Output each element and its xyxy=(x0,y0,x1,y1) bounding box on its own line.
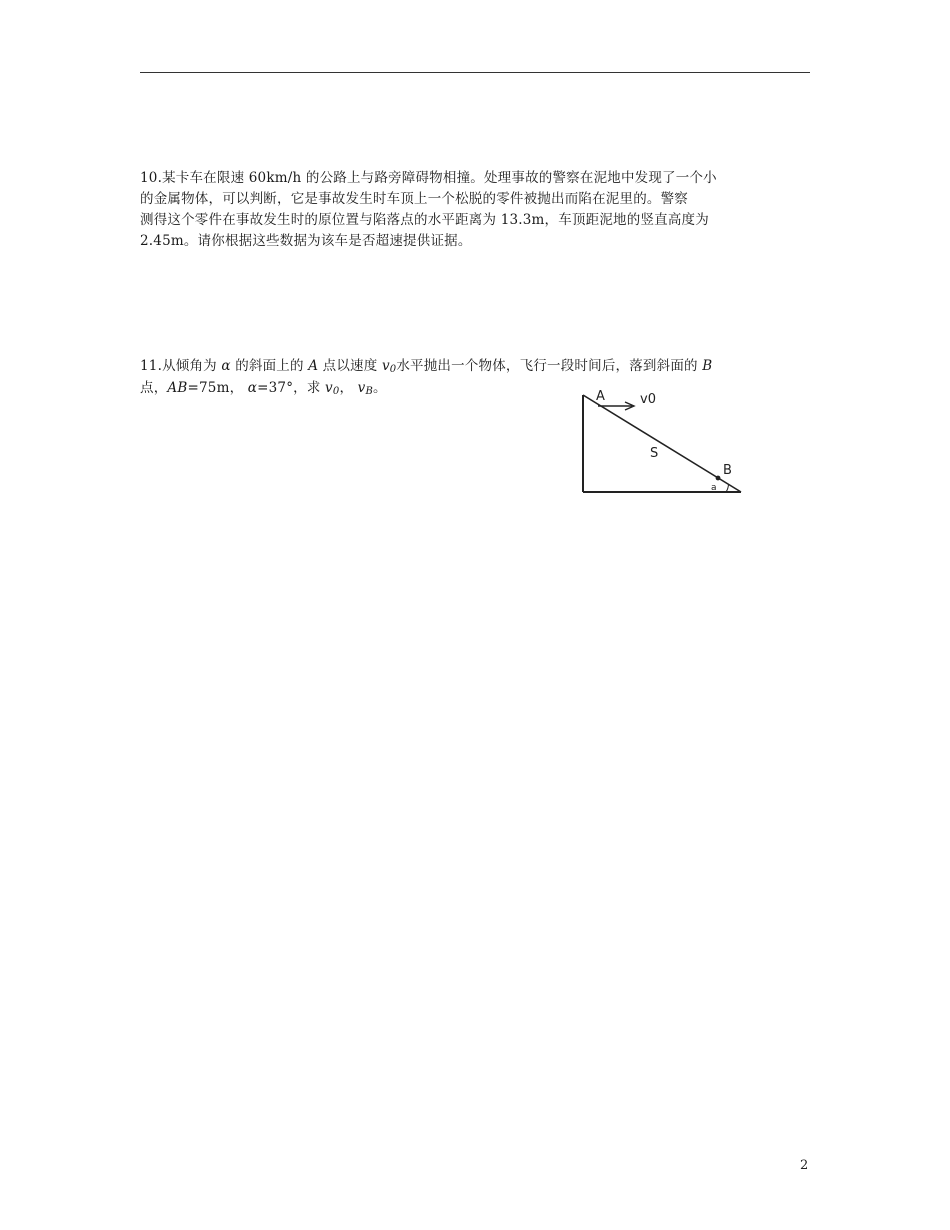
velocity-vb: v xyxy=(357,380,366,396)
alpha-symbol: α xyxy=(221,358,231,374)
problem-10-line-2: 的金属物体，可以判断，它是事故发生时车顶上一个松脱的零件被抛出而陷在泥里的。警察 xyxy=(140,191,688,207)
problem-10-line-1: 10.某卡车在限速 60km/h 的公路上与路旁障碍物相撞。处理事故的警察在泥地中发现了一个小 xyxy=(140,170,717,186)
label-alpha: a xyxy=(711,483,717,493)
problem-11-line-1: 11.从倾角为 α 的斜面上的 A 点以速度 v0水平抛出一个物体，飞行一段时间后，落到斜面的 B xyxy=(140,358,713,375)
alpha-symbol: α xyxy=(247,380,258,396)
page-number: 2 xyxy=(800,1158,809,1173)
problem-10 xyxy=(140,168,812,252)
label-v0: v0 xyxy=(640,392,656,407)
point-a: A xyxy=(308,358,319,374)
velocity-symbol: v xyxy=(381,358,390,374)
point-b-dot xyxy=(716,476,721,481)
problem-11-line-2: 点，AB=75m， α=37°，求 v0， vB。 xyxy=(140,380,387,397)
angle-arc xyxy=(726,484,729,492)
label-b: B xyxy=(723,463,732,478)
header-rule xyxy=(140,72,810,73)
segment-ab: AB xyxy=(167,380,188,396)
point-b: B xyxy=(702,358,713,374)
problem-10-line-4: 2.45m。请你根据这些数据为该车是否超速提供证据。 xyxy=(140,233,472,249)
label-a: A xyxy=(596,389,605,404)
velocity-v0: v xyxy=(325,380,333,396)
problem-10-line-3: 测得这个零件在事故发生时的原位置与陷落点的水平距离为 13.3m，车顶距泥地的竖直高度为 xyxy=(140,212,709,228)
label-s: S xyxy=(650,446,659,461)
incline-diagram xyxy=(578,386,746,496)
